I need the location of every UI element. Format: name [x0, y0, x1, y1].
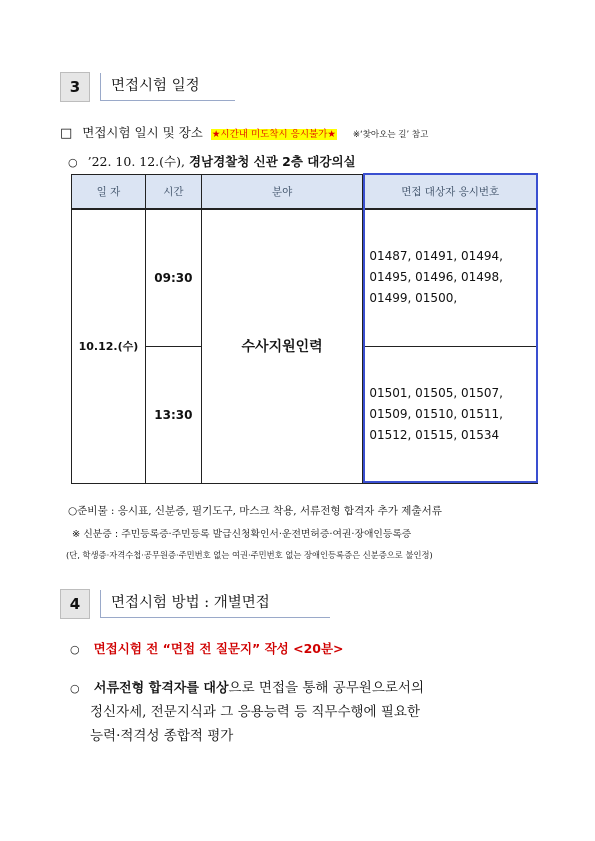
- circle-bullet: ○: [70, 682, 80, 695]
- cell-field: 수사지원인력: [201, 209, 363, 483]
- checkbox-bullet: □: [60, 126, 73, 141]
- section-3-title: 면접시험 일정: [100, 73, 235, 101]
- number-line: 01495, 01496, 01498,: [369, 270, 503, 285]
- schedule-heading: 면접시험 일시 및 장소: [82, 125, 203, 140]
- section-3-number: 3: [60, 72, 90, 102]
- method-text-2: 정신자세, 전문지식과 그 응용능력 등 직무수행에 필요한: [90, 704, 420, 720]
- number-line: 01512, 01515, 01534: [369, 428, 500, 442]
- target-applicants: 서류전형 합격자를 대상: [93, 681, 229, 696]
- directions-note: ※‘찾아오는 길’ 참고: [352, 130, 429, 140]
- header-applicant-numbers: 면접 대상자 응시번호: [363, 175, 538, 210]
- number-line: 01501, 01505, 01507,: [369, 386, 503, 400]
- section-4-title: 면접시험 방법 : 개별면접: [100, 590, 330, 618]
- date-place-line: [68, 152, 356, 170]
- late-warning: ★시간내 미도착시 응시불가★: [211, 129, 336, 140]
- number-line: 01487, 01491, 01494,: [369, 249, 503, 264]
- pre-interview-questionnaire: 면접시험 전 “면접 전 질문지” 작성 <20분>: [93, 641, 344, 656]
- number-line: 01509, 01510, 01511,: [369, 407, 503, 421]
- circle-bullet: ○: [70, 643, 80, 656]
- method-item-2: [70, 676, 424, 696]
- cell-numbers-afternoon: [363, 346, 538, 483]
- supplies-note: ○준비물 : 응시표, 신분증, 필기도구, 마스크 착용, 서류전형 합격자 추가 제출서류: [68, 505, 442, 517]
- header-date: 일 자: [72, 175, 146, 210]
- section-4-number: 4: [60, 589, 90, 619]
- cell-time-morning: 09:30: [145, 209, 201, 346]
- method-text-3: 능력·적격성 종합적 평가: [90, 728, 234, 744]
- cell-date: 10.12.(수): [72, 209, 146, 483]
- header-field: 분야: [201, 175, 363, 210]
- exam-place: 경남경찰청 신관 2층 대강의실: [188, 154, 356, 169]
- method-item-1: [70, 639, 344, 657]
- id-note: ※ 신분증 : 주민등록증·주민등록 발급신청확인서·운전면허증·여권·장애인등록증: [72, 529, 412, 540]
- exam-date: ’22. 10. 12.(수),: [87, 154, 185, 169]
- schedule-heading-line: [60, 123, 428, 141]
- table-header-row: [72, 175, 538, 210]
- schedule-table: [71, 174, 538, 484]
- cell-numbers-morning: [363, 209, 538, 346]
- method-text-1: 으로 면접을 통해 공무원으로서의: [228, 680, 424, 696]
- cell-time-afternoon: 13:30: [145, 346, 201, 483]
- id-exception-note: (단, 학생증·자격수첩·공무원증·주민번호 없는 여권·주민번호 없는 장애인등록증은 신분증으로 불인정): [66, 550, 433, 560]
- circle-bullet: ○: [68, 156, 78, 169]
- table-row: [72, 209, 538, 346]
- number-line: 01499, 01500,: [369, 291, 458, 306]
- header-time: 시간: [145, 175, 201, 210]
